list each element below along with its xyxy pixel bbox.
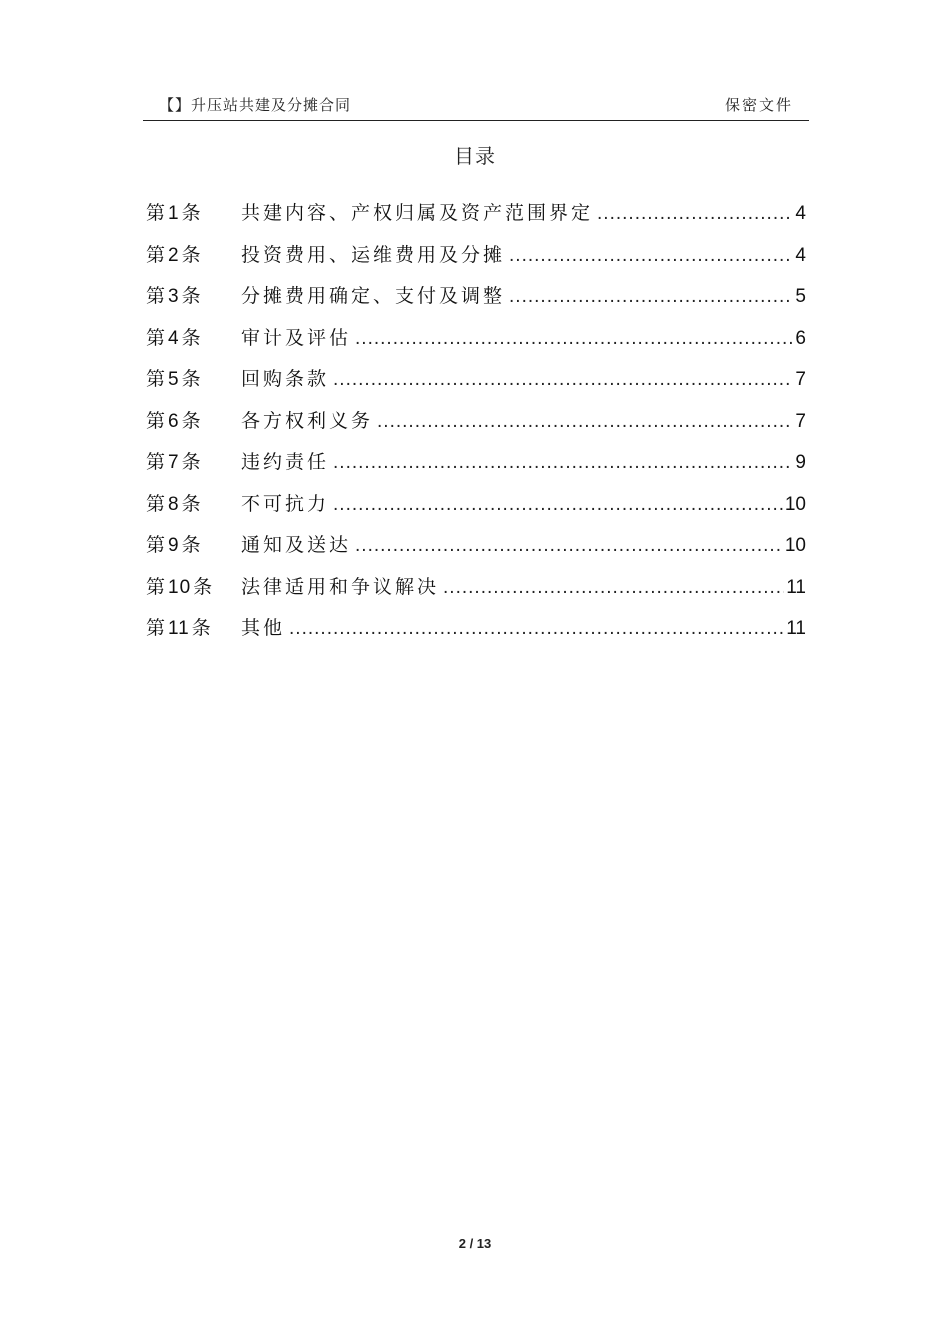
toc-title: 目录 [454, 144, 496, 168]
toc-leader-dots [333, 452, 793, 474]
page-header [143, 92, 809, 121]
toc-leader-dots [443, 577, 784, 599]
toc-entry-title: 共建内容、产权归属及资产范围界定 [241, 202, 594, 224]
toc-entry-5[interactable] [146, 364, 806, 406]
header-document-title: 【】升压站共建及分摊合同 [159, 96, 352, 114]
toc-entry-7[interactable] [146, 447, 806, 489]
toc-entry-title: 各方权利义务 [241, 409, 374, 432]
toc-leader-dots [355, 328, 793, 350]
toc-entry-page: 4 [795, 203, 806, 224]
toc-entry-page: 5 [795, 286, 806, 307]
toc-leader-dots [333, 494, 783, 516]
toc-entry-title: 回购条款 [241, 368, 330, 390]
toc-entry-number: 第 8 条 [146, 492, 202, 515]
toc-entry-6[interactable] [146, 406, 806, 448]
toc-entry-title: 分摊费用确定、支付及调整 [241, 285, 506, 307]
toc-entry-title: 审计及评估 [241, 326, 352, 349]
toc-leader-dots [333, 369, 793, 391]
toc-entry-title: 不可抗力 [241, 492, 330, 515]
toc-entry-page: 7 [795, 410, 806, 432]
toc-entry-title: 法律适用和争议解决 [241, 575, 440, 598]
toc-entry-page: 9 [795, 452, 806, 473]
toc-entry-page: 11 [786, 618, 806, 639]
toc-entry-number: 第 2 条 [146, 243, 202, 266]
toc-entry-number: 第 9 条 [146, 534, 202, 556]
toc-entry-page: 11 [786, 576, 806, 598]
toc-entry-3[interactable] [146, 281, 806, 323]
toc-entry-number: 第 5 条 [146, 368, 202, 390]
toc-entry-title: 违约责任 [241, 451, 330, 473]
table-of-contents [146, 198, 806, 655]
toc-entry-10[interactable] [146, 572, 806, 614]
toc-entry-number: 第 10 条 [146, 575, 214, 598]
toc-leader-dots [289, 618, 784, 640]
toc-entry-number: 第 1 条 [146, 202, 202, 224]
toc-entry-title: 其他 [241, 617, 286, 639]
toc-entry-number: 第 3 条 [146, 285, 202, 307]
toc-entry-page: 10 [784, 493, 806, 515]
toc-leader-dots [377, 411, 793, 433]
toc-entry-title: 通知及送达 [241, 534, 352, 556]
toc-leader-dots [509, 245, 793, 267]
toc-entry-11[interactable] [146, 613, 806, 655]
toc-entry-9[interactable] [146, 530, 806, 572]
header-confidential-label: 保密文件 [724, 96, 793, 114]
toc-leader-dots [597, 203, 793, 225]
toc-entry-page: 7 [795, 369, 806, 390]
toc-entry-8[interactable] [146, 489, 806, 531]
toc-leader-dots [509, 286, 793, 308]
toc-leader-dots [355, 535, 783, 557]
toc-entry-title: 投资费用、运维费用及分摊 [241, 243, 506, 266]
toc-entry-page: 4 [795, 244, 806, 266]
toc-entry-1[interactable] [146, 198, 806, 240]
toc-entry-number: 第 6 条 [146, 409, 202, 432]
toc-entry-number: 第 4 条 [146, 326, 202, 349]
toc-entry-4[interactable] [146, 323, 806, 365]
toc-entry-page: 6 [795, 327, 806, 349]
page-number-footer: 2 / 13 [458, 1236, 492, 1251]
toc-entry-2[interactable] [146, 240, 806, 282]
toc-entry-number: 第 11 条 [146, 617, 212, 639]
toc-entry-page: 10 [784, 535, 806, 556]
toc-entry-number: 第 7 条 [146, 451, 202, 473]
